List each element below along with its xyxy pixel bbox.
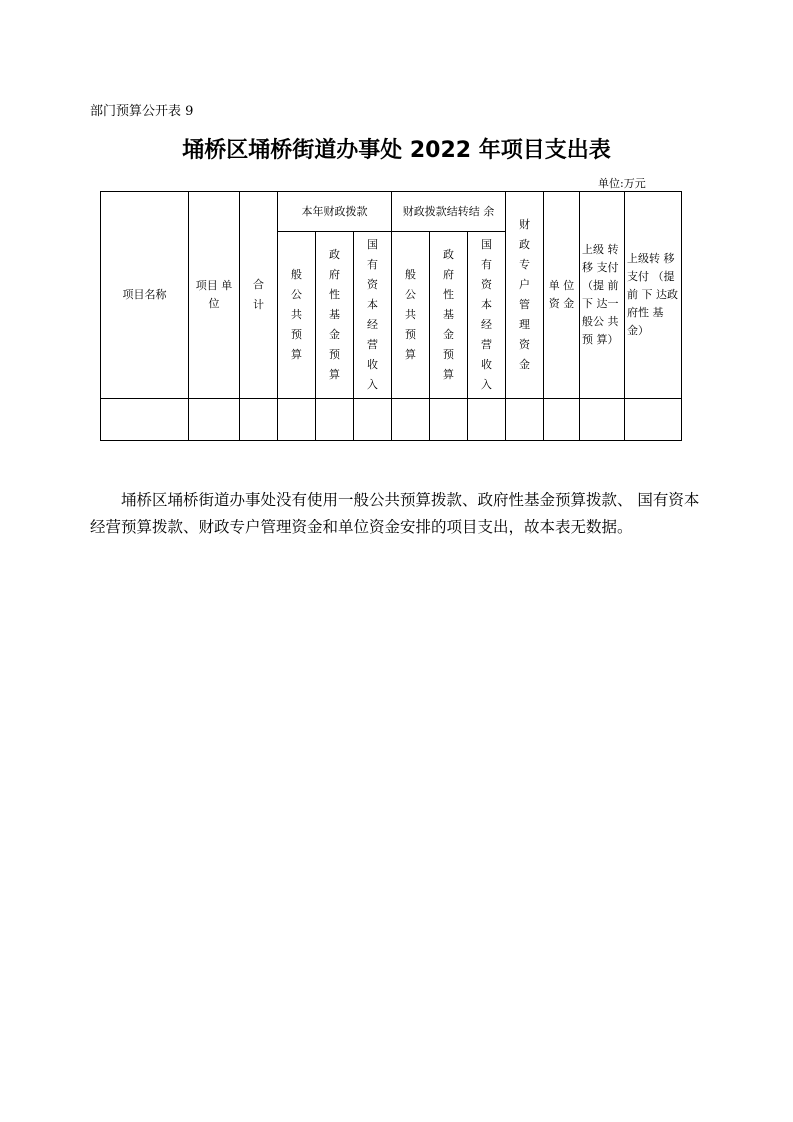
- header-general-public-budget: 般公共预算: [278, 232, 316, 399]
- table-cell: [580, 399, 625, 441]
- table-cell: [392, 399, 430, 441]
- table-cell: [278, 399, 316, 441]
- table-cell: [544, 399, 580, 441]
- header-project-unit: 项目 单位: [189, 192, 240, 399]
- table-cell: [430, 399, 468, 441]
- table-cell: [240, 399, 278, 441]
- table-cell: [316, 399, 354, 441]
- header-transfer-gov-fund: 上级转 移 支付 （提前 下 达政 府性 基 金）: [625, 192, 682, 399]
- header-unit-funds: 单 位 资 金: [544, 192, 580, 399]
- table-cell: [468, 399, 506, 441]
- table-cell: [506, 399, 544, 441]
- no-data-note: 埇桥区埇桥街道办事处没有使用一般公共预算拨款、政府性基金预算拨款、 国有资本经营预算拨款、财政专户管理资金和单位资金安排的项目支出，故本表无数据。: [90, 491, 700, 536]
- page-label: 部门预算公开表 9: [90, 104, 194, 119]
- table-cell: [354, 399, 392, 441]
- table-cell: [189, 399, 240, 441]
- header-transfer-general-budget: 上级 转 移 支付 （提 前 下 达一 般公 共 预 算）: [580, 192, 625, 399]
- project-expenditure-table: [100, 191, 682, 441]
- table-row: [101, 399, 682, 441]
- unit-label: 单位:万元: [598, 177, 646, 190]
- header-carryover-gov-fund-budget: 政府性基金预算: [430, 232, 468, 399]
- header-state-capital-income: 国有资本经营收入: [354, 232, 392, 399]
- header-group-carryover: 财政拨款结转结 余: [392, 192, 506, 232]
- header-group-current-appropriation: 本年财政拨款: [278, 192, 392, 232]
- header-gov-fund-budget: 政府性基金预算: [316, 232, 354, 399]
- header-fiscal-special-account: 财政专户管理资金: [506, 192, 544, 399]
- table-cell: [625, 399, 682, 441]
- header-project-name: 项目名称: [101, 192, 189, 399]
- table-cell: [101, 399, 189, 441]
- header-total: 合计: [240, 192, 278, 399]
- page-title: 埇桥区埇桥街道办事处 2022 年项目支出表: [182, 138, 611, 163]
- header-carryover-general-public-budget: 般公共预算: [392, 232, 430, 399]
- header-carryover-state-capital-income: 国有资本经营收入: [468, 232, 506, 399]
